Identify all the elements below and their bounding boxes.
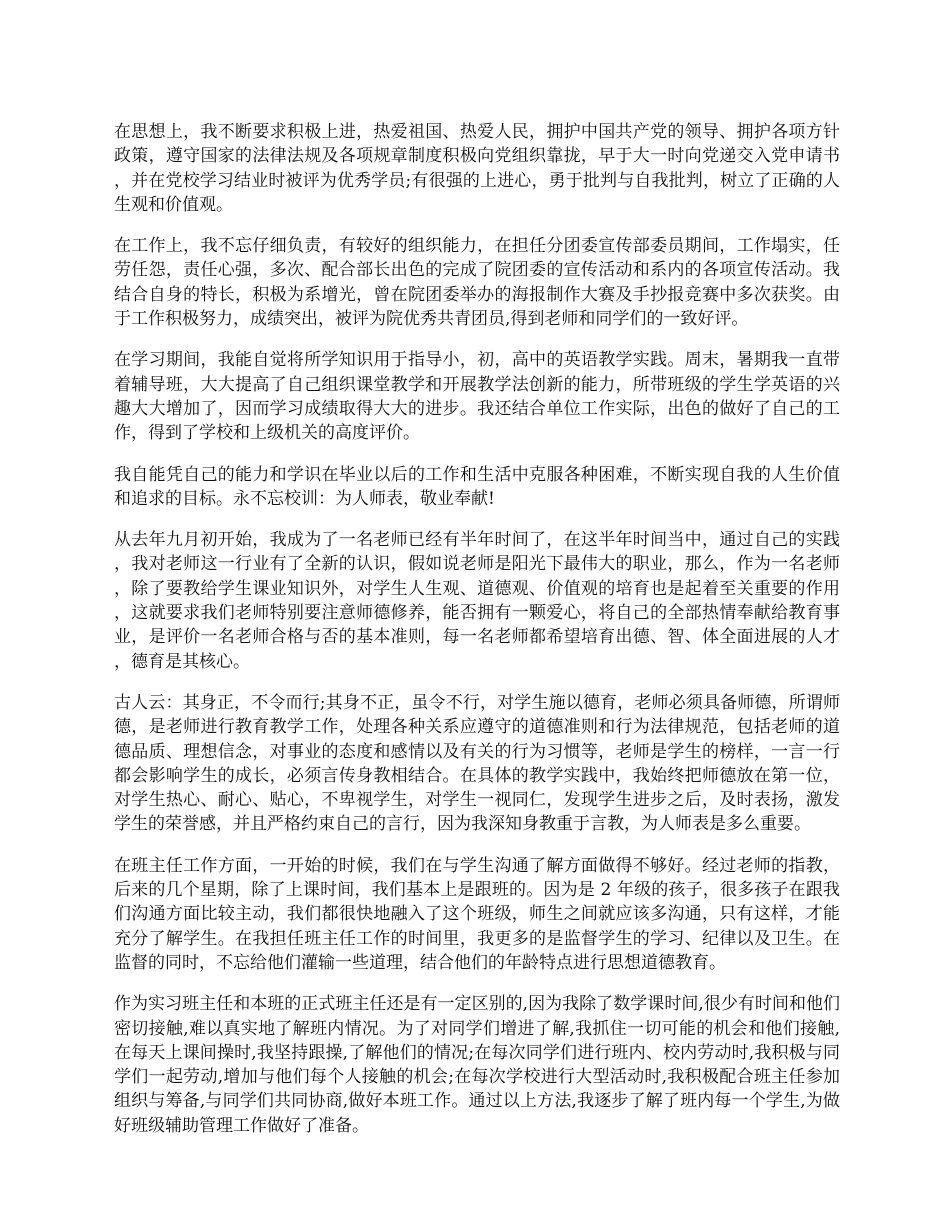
paragraph-intern-class-teacher: 作为实习班主任和本班的正式班主任还是有一定区别的,因为我除了数学课时间,很少有时间和他们密切接触,难以真实地了解班内情况。为了对同学们增进了解,我抓住一切可能的机会和他们接触,在每天上课间操时,我坚持跟操,了解他们的情况;在每次同学们进行班内、校内劳动时,我积极与同学们一起劳动,增加与他们每个人接触的机会;在每次学校进行大型活动时,我积极配合班主任参加组织与筹备,与同学们共同协商,做好本班工作。通过以上方法,我逐步了解了班内每一个学生,为做好班级辅助管理工作做好了准备。 <box>114 994 840 1136</box>
paragraph-class-teacher-work: 在班主任工作方面，一开始的时候，我们在与学生沟通了解方面做得不够好。经过老师的指教，后来的几个星期，除了上课时间，我们基本上是跟班的。因为是 2 年级的孩子，很多孩子在跟我们沟通方面比较主动，我们都很快地融入了这个班级，师生之间就应该多沟通，只有这样，才能充分了解学生。在我担任班主任工作的时间里，我更多的是监督学生的学习、纪律以及卫生。在监督的同时，不忘给他们灌输一些道理，结合他们的年龄特点进行思想道德教育。 <box>114 855 840 973</box>
document-body <box>114 120 840 1155</box>
paragraph-motto: 我自能凭自己的能力和学识在毕业以后的工作和生活中克服各种困难，不断实现自我的人生价值和追求的目标。永不忘校训：为人师表，敬业奉献! <box>114 464 840 509</box>
paragraph-teaching-experience: 从去年九月初开始，我成为了一名老师已经有半年时间了，在这半年时间当中，通过自己的实践，我对老师这一行业有了全新的认识，假如说老师是阳光下最伟大的职业，那么，作为一名老师，除了要教给学生课业知识外，对学生人生观、道德观、价值观的培育也是起着至关重要的作用，这就要求我们老师特别要注意师德修养，能否拥有一颗爱心，将自己的全部热情奉献给教育事业，是评价一名老师合格与否的基本准则，每一名老师都希望培育出德、智、体全面进展的人才，德育是其核心。 <box>114 530 840 672</box>
paragraph-work: 在工作上，我不忘仔细负责，有较好的组织能力，在担任分团委宣传部委员期间，工作塌实，任劳任怨，责任心强，多次、配合部长出色的完成了院团委的宣传活动和系内的各项宣传活动。我结合自身的特长，积极为系增光，曾在院团委举办的海报制作大赛及手抄报竞赛中多次获奖。由于工作积极努力，成绩突出，被评为院优秀共青团员,得到老师和同学们的一致好评。 <box>114 236 840 330</box>
paragraph-study: 在学习期间，我能自觉将所学知识用于指导小，初，高中的英语教学实践。周末，暑期我一直带着辅导班，大大提高了自己组织课堂教学和开展教学法创新的能力，所带班级的学生学英语的兴趣大大增加了，因而学习成绩取得大大的进步。我还结合单位工作实际，出色的做好了自己的工作，得到了学校和上级机关的高度评价。 <box>114 350 840 444</box>
paragraph-political-thought: 在思想上，我不断要求积极上进，热爱祖国、热爱人民，拥护中国共产党的领导、拥护各项方针政策，遵守国家的法律法规及各项规章制度积极向党组织靠拢，早于大一时向党递交入党申请书，并在党校学习结业时被评为优秀学员;有很强的上进心，勇于批判与自我批判，树立了正确的人生观和价值观。 <box>114 122 840 215</box>
paragraph-teacher-ethics: 古人云：其身正，不令而行;其身不正，虽令不行，对学生施以德育，老师必须具备师德，所谓师德，是老师进行教育教学工作，处理各种关系应遵守的道德准则和行为法律规范，包括老师的道德品质、理想信念，对事业的态度和感情以及有关的行为习惯等，老师是学生的榜样，一言一行都会影响学生的成长，必须言传身教相结合。在具体的教学实践中，我始终把师德放在第一位，对学生热心、耐心、贴心，不卑视学生，对学生一视同仁，发现学生进步之后，及时表扬，激发学生的荣誉感，并且严格约束自己的言行，因为我深知身教重于言教，为人师表是多么重要。 <box>114 692 840 835</box>
